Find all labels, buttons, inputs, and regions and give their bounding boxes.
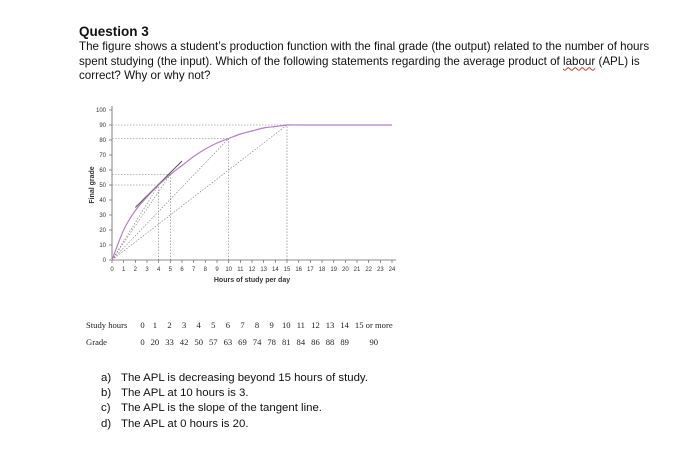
x-tick-label: 7 (191, 267, 196, 273)
x-tick-label: 15 (283, 267, 291, 273)
ray-from-origin (112, 185, 159, 260)
y-tick-label: 70 (99, 153, 106, 159)
hours-cell: 10 (281, 320, 291, 330)
option-letter: a) (101, 372, 112, 384)
grade-cell: 74 (252, 337, 262, 347)
hours-cell: 7 (240, 320, 245, 330)
ray-from-origin (112, 125, 287, 260)
hours-cell: 9 (269, 320, 274, 330)
production-function-chart (82, 98, 402, 288)
y-tick-label: 80 (99, 138, 106, 144)
y-tick-label: 100 (95, 108, 106, 114)
hours-cell: 15 or more (354, 320, 393, 330)
x-axis-label: Hours of study per day (213, 277, 291, 284)
x-tick-label: 17 (306, 267, 314, 273)
y-tick-label: 30 (99, 213, 106, 219)
hours-cell: 14 (340, 320, 349, 330)
y-axis-label: Final grade (89, 166, 96, 204)
table-row-grade (83, 332, 396, 349)
y-tick-label: 40 (99, 198, 106, 204)
option-b (101, 386, 368, 401)
grade-row-label: Grade (86, 337, 107, 347)
y-tick-label: 50 (99, 183, 106, 189)
grade-cell: 50 (194, 337, 203, 347)
grade-cell: 88 (325, 337, 335, 347)
option-text: The APL at 10 hours is 3. (121, 387, 249, 400)
grade-cell: 33 (165, 337, 174, 347)
x-tick-label: 2 (133, 267, 138, 273)
grade-cell: 63 (223, 337, 233, 347)
grade-cell: 42 (179, 337, 189, 347)
hours-cell: 13 (325, 320, 335, 330)
option-text: The APL is decreasing beyond 15 hours of study. (121, 372, 368, 384)
option-letter: c) (101, 402, 111, 415)
grade-cell: 69 (238, 337, 247, 347)
hours-cell: 5 (211, 320, 216, 330)
grade-cell: 57 (208, 337, 218, 347)
option-text: The APL at 0 hours is 20. (121, 417, 249, 430)
x-tick-label: 0 (110, 267, 114, 273)
x-tick-label: 21 (353, 267, 361, 273)
x-tick-label: 8 (203, 267, 208, 273)
y-tick-label: 90 (99, 123, 106, 129)
x-tick-label: 18 (318, 267, 326, 273)
grade-cell: 89 (340, 337, 349, 347)
x-tick-label: 9 (215, 267, 219, 273)
grade-cell: 84 (296, 337, 306, 347)
x-tick-label: 1 (121, 267, 126, 273)
x-tick-label: 11 (237, 267, 244, 273)
x-tick-label: 19 (330, 267, 338, 273)
hours-cell: 8 (254, 320, 260, 330)
option-c (101, 401, 368, 416)
question-text (79, 40, 659, 84)
option-a (101, 371, 368, 386)
x-tick-label: 5 (168, 267, 173, 273)
hours-cell: 6 (225, 320, 231, 330)
grade-cell: 90 (369, 337, 379, 347)
x-tick-label: 13 (260, 267, 268, 273)
option-letter: d) (101, 417, 112, 430)
hours-cell: 4 (196, 320, 201, 330)
ray-from-origin (112, 175, 170, 261)
option-text: The APL is the slope of the tangent line. (121, 402, 322, 415)
y-tick-label: 60 (99, 168, 106, 174)
hours-cell: 0 (140, 320, 145, 330)
x-tick-label: 20 (341, 267, 349, 273)
x-tick-label: 16 (295, 267, 303, 273)
grade-cell: 78 (267, 337, 276, 347)
question-title: Question 3 (79, 24, 149, 39)
production-curve (112, 125, 392, 260)
data-table (83, 318, 396, 349)
x-tick-label: 10 (225, 267, 233, 273)
grade-cell: 20 (150, 337, 160, 347)
question-text-after: (APL) is correct? Why or why not? (79, 54, 640, 83)
hours-cell: 3 (181, 320, 187, 330)
spellcheck-flagged-word: labour (563, 54, 596, 68)
hours-cell: 11 (296, 320, 305, 330)
grade-cell: 81 (281, 337, 291, 347)
hours-cell: 12 (311, 320, 320, 330)
grade-cell: 0 (140, 337, 145, 347)
answer-options (101, 371, 368, 432)
grade-cell: 86 (311, 337, 320, 347)
hours-row-label: Study hours (86, 320, 128, 330)
x-tick-label: 6 (180, 267, 184, 273)
table-row-hours (83, 318, 396, 332)
x-tick-label: 23 (376, 267, 384, 273)
y-tick-label: 10 (99, 243, 106, 249)
y-tick-label: 0 (102, 258, 106, 264)
hours-cell: 1 (152, 320, 158, 330)
x-tick-label: 22 (365, 267, 373, 273)
x-tick-label: 24 (388, 267, 396, 273)
x-tick-label: 12 (248, 267, 256, 273)
question-text-before: The figure shows a student’s production function with the final grade (the output) related to the number of hours spent studying (the input). Which of the following statements regarding the average product of (79, 40, 650, 68)
x-tick-label: 3 (145, 267, 149, 273)
y-tick-label: 20 (99, 228, 106, 234)
option-d (101, 417, 368, 432)
x-tick-label: 4 (156, 267, 161, 273)
option-letter: b) (101, 387, 112, 400)
x-tick-label: 14 (271, 267, 279, 273)
hours-cell: 2 (167, 320, 172, 330)
